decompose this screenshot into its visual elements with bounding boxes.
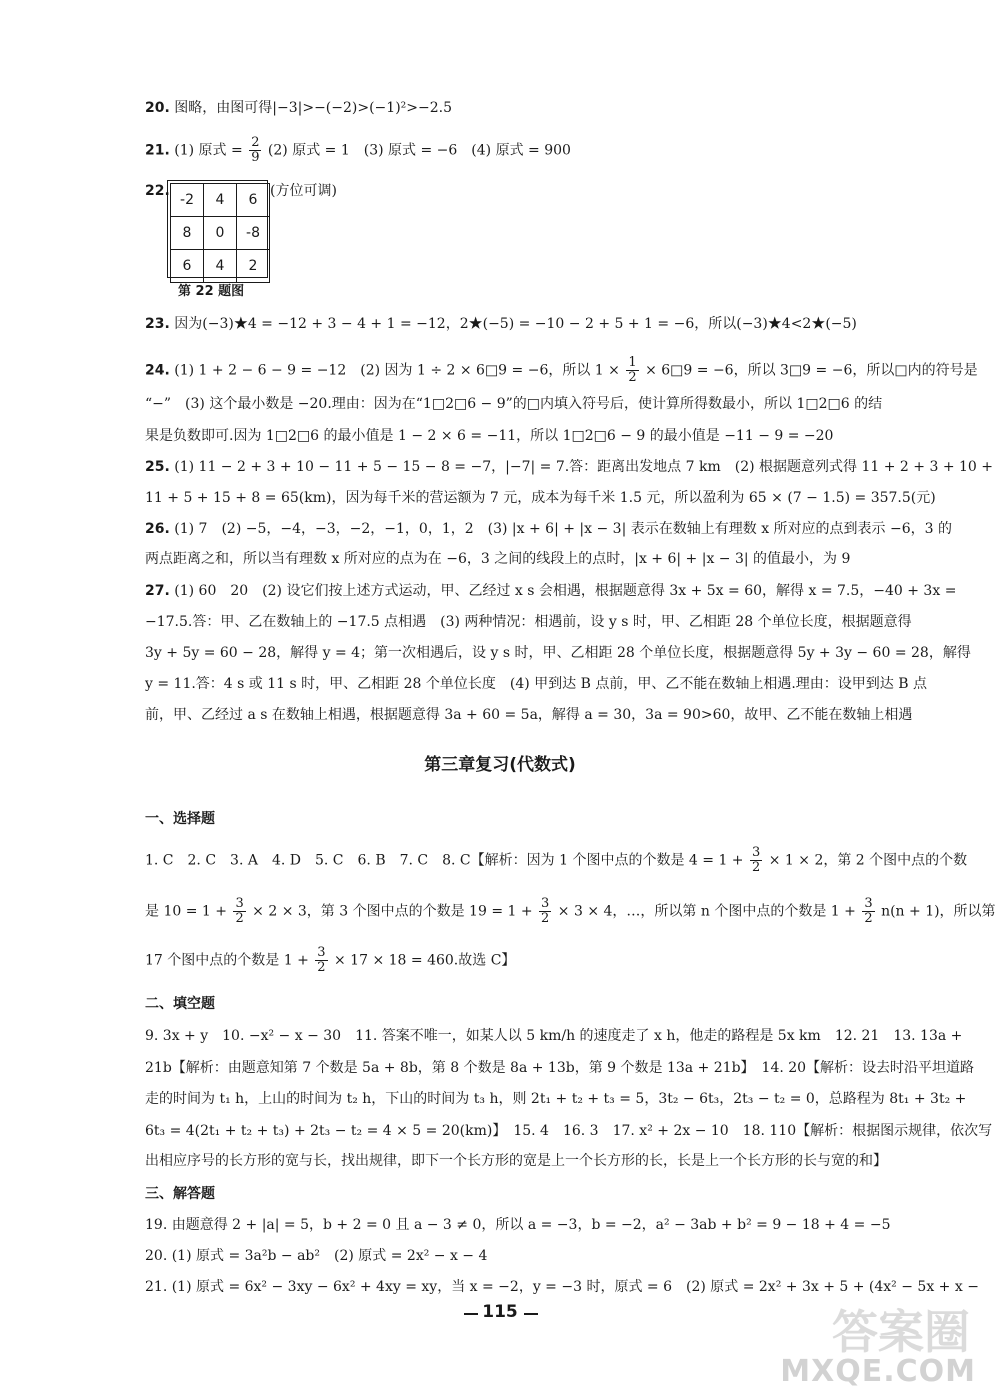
answer-24 bbox=[145, 356, 978, 385]
answer-25-line-2: 11 + 5 + 15 + 8 = 65(km)，因为每千米的营运额为 7 元，成本为每千米 1.5 元，所以盈利为 65 × (7 − 1.5) = 357.5(元) bbox=[145, 490, 936, 506]
fraction-denominator: 9 bbox=[251, 150, 260, 165]
answer-text: (1) 1 + 2 − 6 − 9 = −12 (2) 因为 1 ÷ 2 × 6□9 = −6，所以 1 × bbox=[174, 362, 620, 379]
fraction-numerator: 2 bbox=[251, 135, 260, 150]
fraction-denominator: 2 bbox=[628, 370, 637, 385]
answer-27-line-2: −17.5.答：甲、乙在数轴上的 −17.5 点相遇 (3) 两种情况：相遇前，设 y s 时，甲、乙相距 28 个单位长度，根据题意得 bbox=[145, 614, 912, 630]
answer-text: (1) 原式 = bbox=[174, 142, 243, 159]
fraction-numerator: 3 bbox=[751, 845, 761, 860]
magic-square-grid bbox=[170, 183, 270, 283]
answer-27 bbox=[145, 580, 956, 602]
answer-text: × 3 × 4，…，所以第 n 个图中点的个数是 1 + bbox=[557, 903, 856, 920]
fraction-numerator: 3 bbox=[317, 945, 326, 960]
fill-answers-line-3: 走的时间为 t₁ h，上山的时间为 t₂ h，下山的时间为 t₃ h，则 2t₁ + t₂ + t₃ = 5，3t₂ − 6t₃，2t₃ − t₂ = 0，总路程为 8t₁ + 3t₂ + bbox=[145, 1091, 967, 1107]
page-number: 115 bbox=[482, 1302, 518, 1322]
fill-answers-line-4: 6t₃ = 4(2t₁ + t₂ + t₃) + 2t₃ − t₂ = 4 × 5 = 20(km)】 15. 4 16. 3 17. x² + 2x − 10 18. 110【解析：根据图示规律，依次写 bbox=[145, 1123, 993, 1139]
answer-27-line-4: y = 11.答：4 s 或 11 s 时，甲、乙相距 28 个单位长度 (4) 甲到达 B 点前，甲、乙不能在数轴上相遇.理由：设甲到达 B 点 bbox=[145, 676, 927, 692]
page-number-dash-right bbox=[524, 1313, 538, 1315]
answer-text: × 6□9 = −6，所以 3□9 = −6，所以□内的符号是 bbox=[645, 362, 978, 379]
grid-cell: 2 bbox=[237, 250, 270, 283]
multiple-choice-answers-line-2 bbox=[145, 897, 996, 926]
answer-text: (2) 原式 = 1 (3) 原式 = −6 (4) 原式 = 900 bbox=[267, 142, 571, 159]
multiple-choice-answers-line-3 bbox=[145, 946, 515, 975]
section-heading-choice: 一、选择题 bbox=[145, 811, 215, 827]
watermark-logo: 答案圈 bbox=[832, 1305, 970, 1359]
answer-text: 图略，由图可得|−3|>−(−2)>(−1)²>−2.5 bbox=[174, 100, 452, 116]
answer-20-algebra: 20. (1) 原式 = 3a²b − ab² (2) 原式 = 2x² − x − 4 bbox=[145, 1248, 488, 1264]
fraction bbox=[626, 356, 638, 385]
answer-text: × 2 × 3，第 3 个图中点的个数是 19 = 1 + bbox=[252, 903, 533, 920]
answer-24-line-3: 果是负数即可.因为 1□2□6 的最小值是 1 − 2 × 6 = −11，所以 1□2□6 − 9 的最小值是 −11 − 9 = −20 bbox=[145, 428, 834, 444]
fraction bbox=[315, 946, 327, 975]
fraction-numerator: 3 bbox=[235, 896, 244, 911]
grid-cell: -8 bbox=[237, 217, 270, 250]
answer-26-line-2: 两点距离之和，所以当有理数 x 所对应的点为在 −6，3 之间的线段上的点时，|x + 6| + |x − 3| 的值最小，为 9 bbox=[145, 551, 851, 567]
answer-text: n(n + 1)，所以第 bbox=[881, 903, 996, 920]
answer-26 bbox=[145, 518, 952, 540]
fraction-denominator: 2 bbox=[317, 960, 326, 975]
fraction-numerator: 1 bbox=[628, 355, 637, 370]
chapter-title: 第三章复习(代数式) bbox=[424, 755, 576, 775]
answer-text: (1) 7 (2) −5，−4，−3，−2，−1，0，1，2 (3) |x + 6| + |x − 3| 表示在数轴上有理数 x 所对应的点到表示 −6，3 的 bbox=[174, 521, 952, 537]
answer-21 bbox=[145, 136, 571, 165]
fraction-denominator: 2 bbox=[541, 911, 550, 926]
answer-19: 19. 由题意得 2 + |a| = 5，b + 2 = 0 且 a − 3 ≠ 0，所以 a = −3，b = −2，a² − 3ab + b² = 9 − 18 + 4 = −5 bbox=[145, 1217, 891, 1233]
fraction-numerator: 3 bbox=[864, 896, 873, 911]
fill-answers-line-5: 出相应序号的长方形的宽与长，找出规律，即下一个长方形的宽是上一个长方形的长，长是上一个长方形的长与宽的和】 bbox=[145, 1153, 887, 1169]
grid-note: (方位可调) bbox=[270, 183, 337, 199]
fraction-denominator: 2 bbox=[235, 911, 244, 926]
answer-21-algebra: 21. (1) 原式 = 6x² − 3xy − 6x² + 4xy = xy，当 x = −2，y = −3 时，原式 = 6 (2) 原式 = 2x² + 3x + 5 + (4x² − 5x + x − bbox=[145, 1279, 979, 1295]
multiple-choice-answers bbox=[145, 846, 967, 875]
answer-text: × 1 × 2，第 2 个图中点的个数 bbox=[768, 852, 968, 869]
answer-text: (1) 60 20 (2) 设它们按上述方式运动，甲、乙经过 x s 会相遇，根据题意得 3x + 5x = 60，解得 x = 7.5，−40 + 3x = bbox=[174, 583, 957, 599]
section-heading-solve: 三、解答题 bbox=[145, 1186, 215, 1202]
grid-cell: 4 bbox=[204, 184, 237, 217]
fraction-denominator: 2 bbox=[751, 860, 761, 875]
grid-cell: -2 bbox=[171, 184, 204, 217]
fraction bbox=[249, 136, 261, 165]
grid-cell: 4 bbox=[204, 250, 237, 283]
answer-text: 1. C 2. C 3. A 4. D 5. C 6. B 7. C 8. C【解析：因为 1 个图中点的个数是 4 = 1 + bbox=[145, 852, 744, 869]
fraction-denominator: 2 bbox=[864, 911, 873, 926]
watermark-url: MXQE.COM bbox=[780, 1354, 976, 1389]
question-number: 24. bbox=[145, 362, 170, 379]
answer-text: (1) 11 − 2 + 3 + 10 − 11 + 5 − 15 − 8 = −7，|−7| = 7.答：距离出发地点 7 km (2) 根据题意列式得 11 + 2 + 3 + 10 + bbox=[174, 459, 993, 475]
fraction bbox=[750, 846, 762, 875]
grid-cell: 8 bbox=[171, 217, 204, 250]
fraction-numerator: 3 bbox=[541, 896, 550, 911]
grid-cell: 6 bbox=[171, 250, 204, 283]
answer-23 bbox=[145, 313, 857, 335]
question-number: 21. bbox=[145, 142, 170, 159]
figure-caption: 第 22 题图 bbox=[178, 284, 245, 299]
grid-cell: 6 bbox=[237, 184, 270, 217]
answer-text: 是 10 = 1 + bbox=[145, 903, 227, 920]
question-number: 25. bbox=[145, 459, 170, 475]
question-number: 27. bbox=[145, 583, 170, 599]
section-heading-fill: 二、填空题 bbox=[145, 996, 215, 1012]
fill-answers-line-1: 9. 3x + y 10. −x² − x − 30 11. 答案不唯一，如某人以 5 km/h 的速度走了 x h，他走的路程是 5x km 12. 21 13. 13a + bbox=[145, 1028, 963, 1044]
answer-24-line-2: “−” (3) 这个最小数是 −20.理由：因为在“1□2□6 − 9”的□内填入符号后，使计算所得数最小，所以 1□2□6 的结 bbox=[145, 396, 883, 412]
answer-20 bbox=[145, 97, 452, 119]
question-number: 20. bbox=[145, 100, 170, 116]
fraction bbox=[539, 897, 551, 926]
fraction bbox=[862, 897, 874, 926]
fill-answers-line-2: 21b【解析：由题意知第 7 个数是 5a + 8b，第 8 个数是 8a + 13b，第 9 个数是 13a + 21b】 14. 20【解析：设去时沿平坦道路 bbox=[145, 1060, 975, 1076]
fraction bbox=[233, 897, 245, 926]
answer-text: 17 个图中点的个数是 1 + bbox=[145, 952, 309, 969]
answer-25 bbox=[145, 456, 993, 478]
question-number: 26. bbox=[145, 521, 170, 537]
answer-27-line-3: 3y + 5y = 60 − 28，解得 y = 4；第一次相遇后，设 y s 时，甲、乙相距 28 个单位长度，根据题意得 5y + 3y − 60 = 28，解得 bbox=[145, 645, 971, 661]
grid-cell: 0 bbox=[204, 217, 237, 250]
answer-text: 因为(−3)★4 = −12 + 3 − 4 + 1 = −12，2★(−5) = −10 − 2 + 5 + 1 = −6，所以(−3)★4<2★(−5) bbox=[174, 316, 857, 332]
answer-text: × 17 × 18 = 460.故选 C】 bbox=[334, 952, 516, 969]
question-number: 23. bbox=[145, 316, 170, 332]
question-number: 22. bbox=[145, 183, 170, 199]
answer-27-line-5: 前，甲、乙经过 a s 在数轴上相遇，根据题意得 3a + 60 = 5a，解得 a = 30，3a = 90>60，故甲、乙不能在数轴上相遇 bbox=[145, 707, 913, 723]
